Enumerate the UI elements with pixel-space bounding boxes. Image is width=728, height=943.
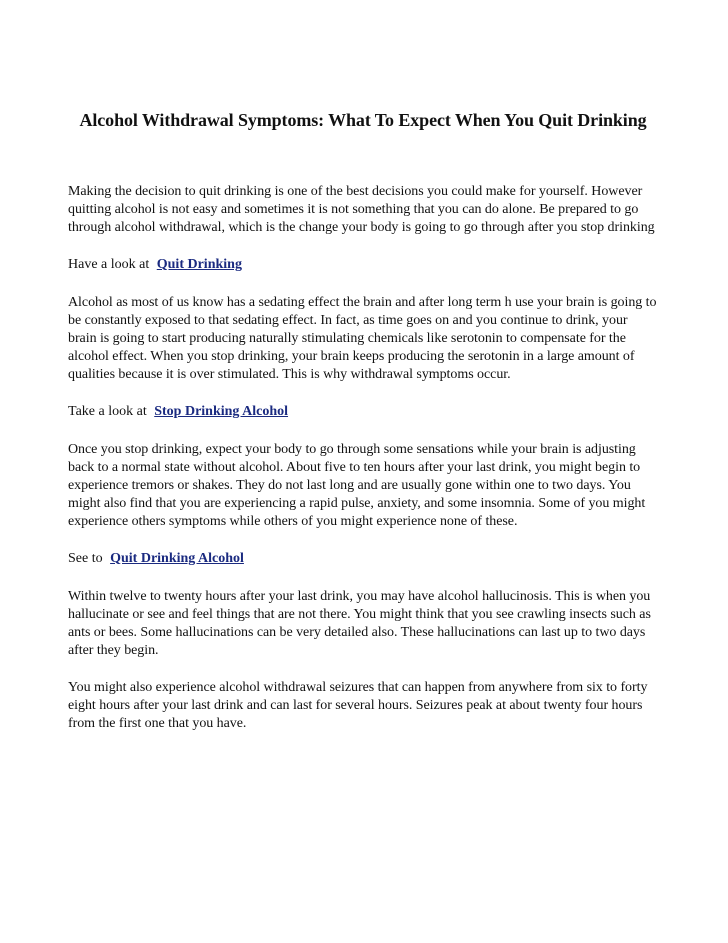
paragraph-intro: Making the decision to quit drinking is one of the best decisions you could make for yourself. However quitting alcohol is not easy and sometimes it is not something that you can do alone. Be prepared to go through alcohol withdrawal, which is the change your body is going to go through after you stop drinking [68,184,655,235]
quit-drinking-link[interactable]: Quit Drinking [156,257,242,272]
paragraph-seizures: You might also experience alcohol withdrawal seizures that can happen from anywhere from six to forty eight hours after your last drink and can last for several hours. Seizures peak at about twenty four hours from the first one that you have. [68,680,648,731]
paragraph-hallucinosis: Within twelve to twenty hours after your last drink, you may have alcohol hallucinosis. This is when you hallucinate or see and feel things that are not there. You might think that you see crawling insects such as ants or bees. Some hallucinations can be very detailed also. These hallucinations can last up to two days after they begin. [68,589,651,658]
link-prefix: See to [68,551,103,566]
link-line-quit-drinking-alcohol [68,550,658,568]
quit-drinking-alcohol-link[interactable]: Quit Drinking Alcohol [110,551,244,566]
link-line-stop-drinking-alcohol [68,403,658,421]
stop-drinking-alcohol-link[interactable]: Stop Drinking Alcohol [154,404,289,419]
paragraph-sedating-effect: Alcohol as most of us know has a sedating effect the brain and after long term h use your brain is going to be constantly exposed to that sedating effect. In fact, as time goes on and you continue to drink, your brain is going to start producing naturally stimulating chemicals like serotonin to compensate for the alcohol effect. When you stop drinking, your brain keeps producing the serotonin in a large amount of qualities because it is over stimulated. This is why withdrawal symptoms occur. [68,295,657,382]
document-body [68,183,658,733]
link-prefix: Have a look at [68,257,150,272]
link-line-quit-drinking [68,256,658,274]
link-prefix: Take a look at [68,404,147,419]
page-title: Alcohol Withdrawal Symptoms: What To Expect When You Quit Drinking [79,110,647,130]
paragraph-early-symptoms: Once you stop drinking, expect your body to go through some sensations while your brain is adjusting back to a normal state without alcohol. About five to ten hours after your last drink, you might begin to experience tremors or shakes. They do not last long and are usually gone within one to two days. You might also find that you are experiencing a rapid pulse, anxiety, and some insomnia. Some of you might experience others symptoms while others of you might experience none of these. [68,442,646,529]
